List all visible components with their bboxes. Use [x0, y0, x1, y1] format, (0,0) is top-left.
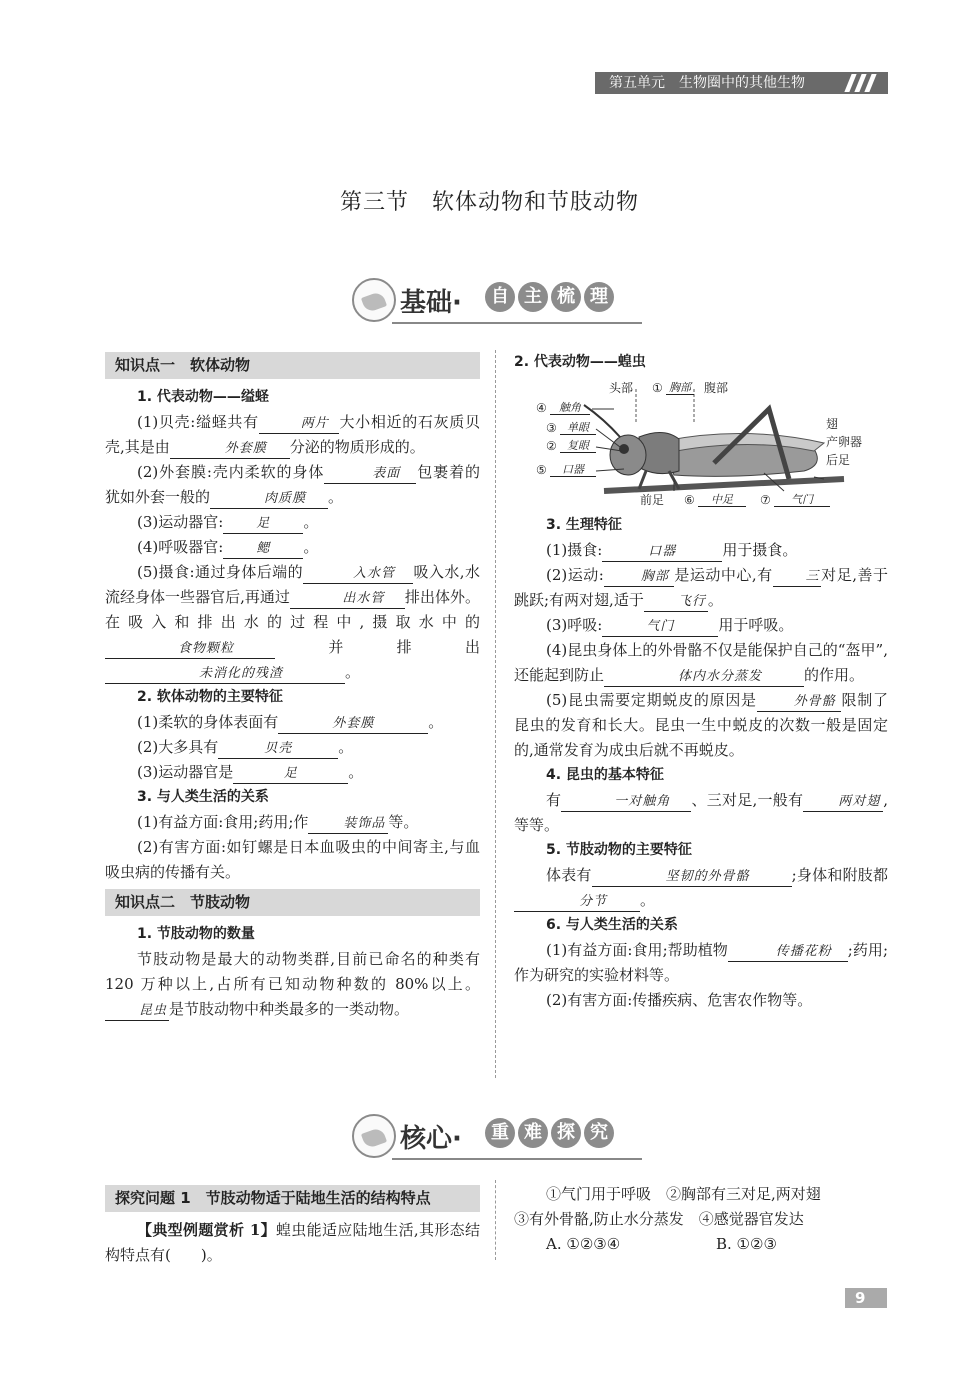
answer-blank: 贝壳: [218, 740, 338, 759]
answer-blank: 胸部: [604, 568, 674, 587]
page-number: 9: [845, 1288, 887, 1308]
bottom-right: [514, 1182, 888, 1257]
page-title: 第三节 软体动物和节肢动物: [339, 190, 639, 215]
answer-blank: 外骨骼: [757, 693, 841, 712]
paragraph: (1)柔软的身体表面有 外套膜 。: [105, 710, 480, 735]
answer-blank: 两片: [259, 415, 339, 434]
subheading: 1. 代表动物——缢蛏: [137, 389, 269, 405]
answer-blank: 足: [233, 765, 348, 784]
chapter-header: [595, 72, 888, 94]
answer-blank: 昆虫: [105, 1002, 169, 1021]
answer-blank: 一对触角: [561, 793, 691, 812]
answer-blank: 飞行: [644, 593, 708, 612]
label-ovipositor: 产卵器: [826, 435, 863, 449]
section-heading: 知识点一 软体动物: [105, 352, 480, 379]
leaf-logo-icon: [352, 1114, 396, 1158]
choice-b[interactable]: B. ①②③: [716, 1235, 777, 1253]
banner-word: 核心·: [400, 1124, 462, 1154]
label-chest-number: ①: [652, 381, 663, 395]
answer-blank: 入水管: [303, 565, 413, 584]
label-4-number: ④: [536, 401, 547, 415]
banner-char: 探: [551, 1118, 581, 1148]
answer-blank: 分节: [514, 893, 640, 912]
choice-a[interactable]: A. ①②③④: [546, 1235, 621, 1253]
answer-blank: 未消化的残渣: [105, 665, 345, 684]
answer-blank: 口器: [602, 543, 722, 562]
bottom-left: [105, 1185, 480, 1268]
section-banner-basics: [352, 278, 642, 332]
paragraph: (5)摄食:通过身体后端的 入水管 吸入水,水流经身体一些器官后,再通过 出水管 排出体外。在吸入和排出水的过程中,摄取水中的食物颗粒 并排出未消化的残渣 。: [105, 560, 480, 685]
label-mid-leg: 中足: [698, 493, 746, 507]
label-mouthparts: 口器: [550, 463, 596, 477]
label-front-leg: 前足: [640, 493, 665, 507]
subheading: 2. 软体动物的主要特征: [137, 689, 283, 705]
label-6-number: ⑥: [684, 493, 695, 507]
label-head: 头部: [609, 381, 634, 395]
answer-blank: 气门: [602, 618, 718, 637]
question-label: 【典型例题赏析 1】: [137, 1221, 276, 1239]
answer-blank: 鳃: [223, 540, 303, 559]
paragraph: (4)呼吸器官: 鳃 。: [105, 535, 480, 560]
label-2-number: ②: [546, 439, 557, 453]
label-antenna: 触角: [550, 401, 590, 415]
answer-blank: 传播花粉: [728, 943, 848, 962]
paragraph: (2)外套膜:壳内柔软的身体 表面 包裹着的犹如外套一般的 肉质膜 。: [105, 460, 480, 510]
banner-char: 梳: [551, 282, 581, 312]
banner-char: 自: [485, 282, 515, 312]
subheading: 4. 昆虫的基本特征: [546, 767, 664, 783]
paragraph: (2)有害方面:如钉螺是日本血吸虫的中间寄主,与血吸虫病的传播有关。: [105, 838, 480, 881]
subheading: 3. 与人类生活的关系: [137, 789, 269, 805]
answer-blank: 食物颗粒: [105, 640, 275, 659]
paragraph: (1)贝壳:缢蛏共有 两片 大小相近的石灰质贝壳,其是由 外套膜 分泌的物质形成的。: [105, 410, 480, 460]
banner-char: 主: [518, 282, 548, 312]
label-hind-leg: 后足: [826, 453, 851, 467]
subheading: 3. 生理特征: [546, 517, 622, 533]
paragraph: (5)昆虫需要定期蜕皮的原因是 外骨骼 限制了昆虫的发育和长大。昆虫一生中蜕皮的次数一般是固定的,通常发育为成虫后就不再蜕皮。: [514, 691, 888, 759]
chapter-title: 第五单元 生物圈中的其他生物: [609, 75, 805, 91]
section-heading: 探究问题 1 节肢动物适于陆地生活的结构特点: [105, 1185, 480, 1212]
label-5-number: ⑤: [536, 463, 547, 477]
question: 【典型例题赏析 1】蝗虫能适应陆地生活,其形态结构特点有( )。: [105, 1221, 480, 1264]
paragraph: (3)运动器官是 足 。: [105, 760, 480, 785]
banner-char: 重: [485, 1118, 515, 1148]
paragraph: (3)运动器官: 足 。: [105, 510, 480, 535]
answer-blank: 肉质膜: [210, 490, 328, 509]
column-divider: [495, 1180, 496, 1260]
locust-diagram: [514, 379, 874, 509]
label-abdomen: 腹部: [704, 381, 729, 395]
paragraph: 体表有 坚韧的外骨骼 ;身体和附肢都分节 。: [514, 863, 888, 913]
paragraph: (4)昆虫身体上的外骨骼不仅是能保护自己的“盔甲”,还能起到防止 体内水分蒸发 的作用。: [514, 638, 888, 688]
paragraph: (2)运动: 胸部 是运动中心,有 三对足,善于跳跃;有两对翅,适于 飞行 。: [514, 563, 888, 613]
paragraph: 节肢动物是最大的动物类群,目前已命名的种类有 120 万种以上,占所有已知动物种数的 80%以上。昆虫 是节肢动物中种类最多的一类动物。: [105, 947, 480, 1022]
banner-char: 究: [584, 1118, 614, 1148]
subheading: 5. 节肢动物的主要特征: [546, 842, 692, 858]
banner-char: 难: [518, 1118, 548, 1148]
label-wing: 翅: [826, 417, 839, 431]
label-chest: 胸部: [666, 381, 694, 395]
label-compound-eye: 复眼: [560, 439, 596, 453]
paragraph: (1)摄食: 口器 用于摄食。: [514, 538, 888, 563]
label-7-number: ⑦: [760, 493, 771, 507]
label-3-number: ③: [546, 421, 557, 435]
answer-blank: 足: [223, 515, 303, 534]
paragraph: (2)大多具有 贝壳 。: [105, 735, 480, 760]
column-divider: [495, 350, 496, 1078]
answer-blank: 外套膜: [278, 715, 428, 734]
paragraph: (2)有害方面:传播疾病、危害农作物等。: [546, 991, 813, 1009]
answer-blank: 坚韧的外骨骼: [592, 868, 792, 887]
right-column: [514, 350, 888, 1013]
answer-blank: 三: [773, 568, 821, 587]
paragraph: (3)呼吸: 气门 用于呼吸。: [514, 613, 888, 638]
stripes-decoration: [842, 74, 882, 92]
paragraph: (1)有益方面:食用;帮助植物 传播花粉 ;药用;作为研究的实验材料等。: [514, 941, 889, 984]
answer-blank: 外套膜: [170, 440, 290, 459]
answer-blank: 出水管: [290, 590, 405, 609]
answer-blank: 体内水分蒸发: [604, 668, 804, 687]
banner-char: 理: [584, 282, 614, 312]
paragraph: (1)有益方面:食用;药用;作 装饰品 等。: [105, 810, 480, 835]
section-banner-core: [352, 1114, 642, 1168]
answer-blank: 两对翅: [803, 793, 883, 812]
leaf-logo-icon: [352, 278, 396, 322]
answer-blank: 表面: [324, 465, 416, 484]
section-heading: 知识点二 节肢动物: [105, 889, 480, 916]
subheading: 1. 节肢动物的数量: [137, 926, 255, 942]
answer-blank: 装饰品: [308, 815, 388, 834]
option-line: ①气门用于呼吸 ②胸部有三对足,两对翅: [546, 1185, 821, 1203]
left-column: [105, 352, 480, 1022]
subheading: 2. 代表动物——蝗虫: [514, 354, 646, 370]
banner-word: 基础·: [400, 288, 462, 318]
option-line: ③有外骨骼,防止水分蒸发 ④感觉器官发达: [514, 1210, 804, 1228]
label-spiracle: 气门: [774, 493, 830, 507]
subheading: 6. 与人类生活的关系: [546, 917, 678, 933]
label-simple-eye: 单眼: [560, 421, 596, 435]
paragraph: 有 一对触角 、三对足,一般有 两对翅 ,等等。: [514, 791, 888, 834]
